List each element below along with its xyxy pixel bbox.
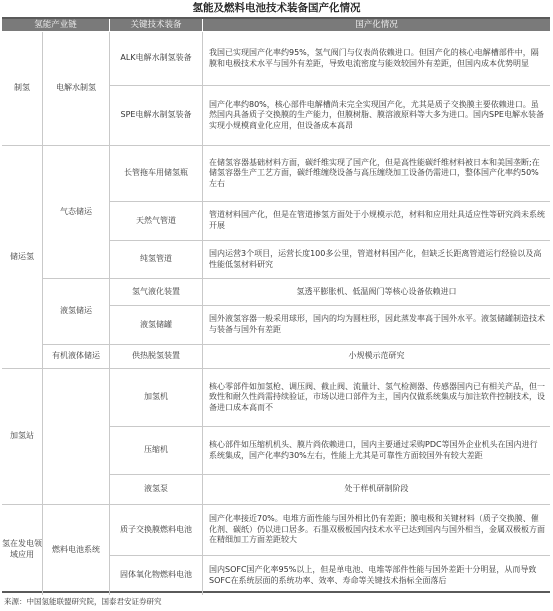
equipment-label: 天然气管道 <box>136 215 176 225</box>
status-text: 在储氢容器基础材料方面，碳纤维实现了国产化，但是高性能碳纤维材料被日本和美国垄断;在储氢容器生产工艺方面，碳纤维缠绕设备与高压缠绕加工设备仍需进口，整体国产化率约50%左右 <box>209 157 540 188</box>
equipment-label: 加氢机 <box>144 392 168 402</box>
header-status-label: 国产化情况 <box>355 19 398 30</box>
status-text: 小规模示范研究 <box>348 351 405 361</box>
grid-line <box>2 368 550 369</box>
header-chain-label: 氢能产业链 <box>34 19 77 30</box>
status-cell <box>203 475 550 504</box>
status-cell <box>203 279 550 305</box>
subcategory-label: 燃料电池系统 <box>52 544 100 554</box>
status-cell <box>203 345 550 368</box>
status-text: 国内SOFC国产化率95%以上，但是单电池、电堆等部件性能与国外差距十分明显，从而导致SOFC在系统层面的系统功率、效率、寿命等关键技术指标全面落后 <box>209 564 537 585</box>
equipment-label: 质子交换膜燃料电池 <box>120 524 192 534</box>
document-title: 氢能及燃料电池技术装备国产化情况 <box>192 2 361 14</box>
status-text: 国外液氢容器一般采用球形，国内的均为圆柱形，因此蒸发率高于国外水平。液氢储罐制造技术与装备与国外有差距 <box>209 314 545 334</box>
subcategory-fuel-cell-system <box>43 505 109 595</box>
status-text: 核心部件如压缩机机头、膜片尚依赖进口，国内主要通过采购PDC等国外企业机头在国内进行系统集成，国产化率约30%左右，性能上尤其是可靠性方面较国外有较大差距 <box>209 439 538 460</box>
equipment-label: 液氢储罐 <box>140 319 172 329</box>
equipment-cell <box>110 345 202 368</box>
header-status <box>203 19 550 31</box>
grid-line <box>42 344 550 345</box>
equipment-cell <box>110 32 202 85</box>
status-text: 处于样机研制阶段 <box>344 484 409 494</box>
category-label: 氢在发电领域应用 <box>2 539 42 559</box>
status-text: 管道材料国产化，但是在管道掺氢方面处于小规模示范，材料和应用灶具适应性等研究尚未系统开展 <box>209 210 545 230</box>
subcategory-label: 气态储运 <box>60 206 92 216</box>
grid-line <box>109 85 550 86</box>
status-text: 国产化率约80%，核心部件电解槽尚未完全实现国产化，尤其是质子交换膜主要依赖进口。虽然国内具备质子交换膜的生产能力，但膜树脂、膜溶液原料等大多为进口。国内SPE电解水装备实现小规模商业化应用，但设备成本高昂 <box>209 99 544 130</box>
status-cell <box>203 306 550 344</box>
equipment-cell <box>110 369 202 426</box>
equipment-cell <box>110 279 202 305</box>
equipment-label: 长管拖车用储氢瓶 <box>124 168 188 178</box>
equipment-label: ALK电解水制氢装备 <box>120 53 192 63</box>
source-note: 来源：中国氢能联盟研究院，国泰君安证券研究 <box>4 597 162 606</box>
grid-line <box>109 555 550 556</box>
status-cell <box>203 32 550 85</box>
grid-line <box>109 240 550 241</box>
grid-line <box>109 32 110 595</box>
equipment-cell <box>110 86 202 145</box>
category-label: 制氢 <box>14 83 30 93</box>
subcategory-organic-liquid <box>43 345 109 368</box>
equipment-cell <box>110 202 202 240</box>
category-refueling-station <box>2 369 42 504</box>
status-cell <box>203 146 550 201</box>
equipment-label: 固体氧化物燃料电池 <box>120 570 192 580</box>
subcategory-liquid-storage <box>43 279 109 344</box>
subcategory-gas-storage <box>43 146 109 278</box>
category-label: 加氢站 <box>10 431 34 441</box>
category-storage-transport <box>2 146 42 368</box>
grid-line <box>2 504 550 505</box>
grid-line <box>2 145 550 146</box>
status-cell <box>203 86 550 145</box>
equipment-label: 压缩机 <box>144 445 168 455</box>
equipment-label: 供热脱氢装置 <box>132 351 180 361</box>
status-text: 核心零部件如加氢枪、调压阀、截止阀、流量计、氢气检测器、传感器国内已有相关产品，但一致性和耐久性尚需持续验证，市场以进口部件为主，国内仅做系统集成与加注软件控制技术，设备进口成本高而不 <box>209 381 545 412</box>
equipment-cell <box>110 146 202 201</box>
localization-table <box>2 17 550 593</box>
header-equipment-label: 关键技术装备 <box>130 19 182 30</box>
status-cell <box>203 505 550 555</box>
status-text: 氢透平膨胀机、低温阀门等核心设备依赖进口 <box>296 286 457 296</box>
grid-line <box>42 278 550 279</box>
status-cell <box>203 202 550 240</box>
equipment-cell <box>110 556 202 595</box>
equipment-cell <box>110 306 202 344</box>
header-equipment <box>110 19 202 31</box>
equipment-label: SPE电解水制氢装备 <box>120 110 192 120</box>
equipment-cell <box>110 427 202 474</box>
header-chain <box>2 19 109 31</box>
status-text: 国内运营3个项目，运营长度100多公里，管道材料国产化，但缺乏长距离管道运行经验以及高性能低氢材料研究 <box>209 248 542 269</box>
grid-line <box>109 305 550 306</box>
equipment-cell <box>110 505 202 555</box>
equipment-label: 氢气液化装置 <box>132 286 180 296</box>
status-cell <box>203 427 550 474</box>
status-cell <box>203 241 550 278</box>
equipment-label: 液氢泵 <box>144 484 168 494</box>
status-cell <box>203 369 550 426</box>
subcategory-label: 电解水制氢 <box>56 83 96 93</box>
equipment-cell <box>110 241 202 278</box>
category-hydrogen-production <box>2 32 42 145</box>
grid-line <box>202 32 203 595</box>
subcategory-electrolysis <box>43 32 109 145</box>
grid-line <box>109 201 550 202</box>
category-label: 储运氢 <box>10 251 34 261</box>
grid-line <box>109 474 550 475</box>
subcategory-label: 有机液体储运 <box>52 351 100 361</box>
equipment-cell <box>110 475 202 504</box>
grid-line <box>42 32 43 595</box>
status-text: 国产化率接近70%。电堆方面性能与国外相比仍有差距；膜电极和关键材料（质子交换膜、催化剂、碳纸）仍以进口居多。石墨双极板国内技术水平已达到国内与国外相当，金属双极板方面在精细加工方面差距较大 <box>209 514 545 545</box>
status-cell <box>203 556 550 595</box>
grid-line <box>109 426 550 427</box>
status-text: 我国已实现国产化率约95%，氢气阀门与仪表尚依赖进口。但国产化的核心电解槽部件中，隔膜和电极技术水平与国外有差距，导致电流密度与能效较国外有差距，但国内成本优势明显 <box>209 47 539 68</box>
category-power-application <box>2 505 42 595</box>
equipment-label: 纯氢管道 <box>140 254 172 264</box>
subcategory-label: 液氢储运 <box>60 306 92 316</box>
